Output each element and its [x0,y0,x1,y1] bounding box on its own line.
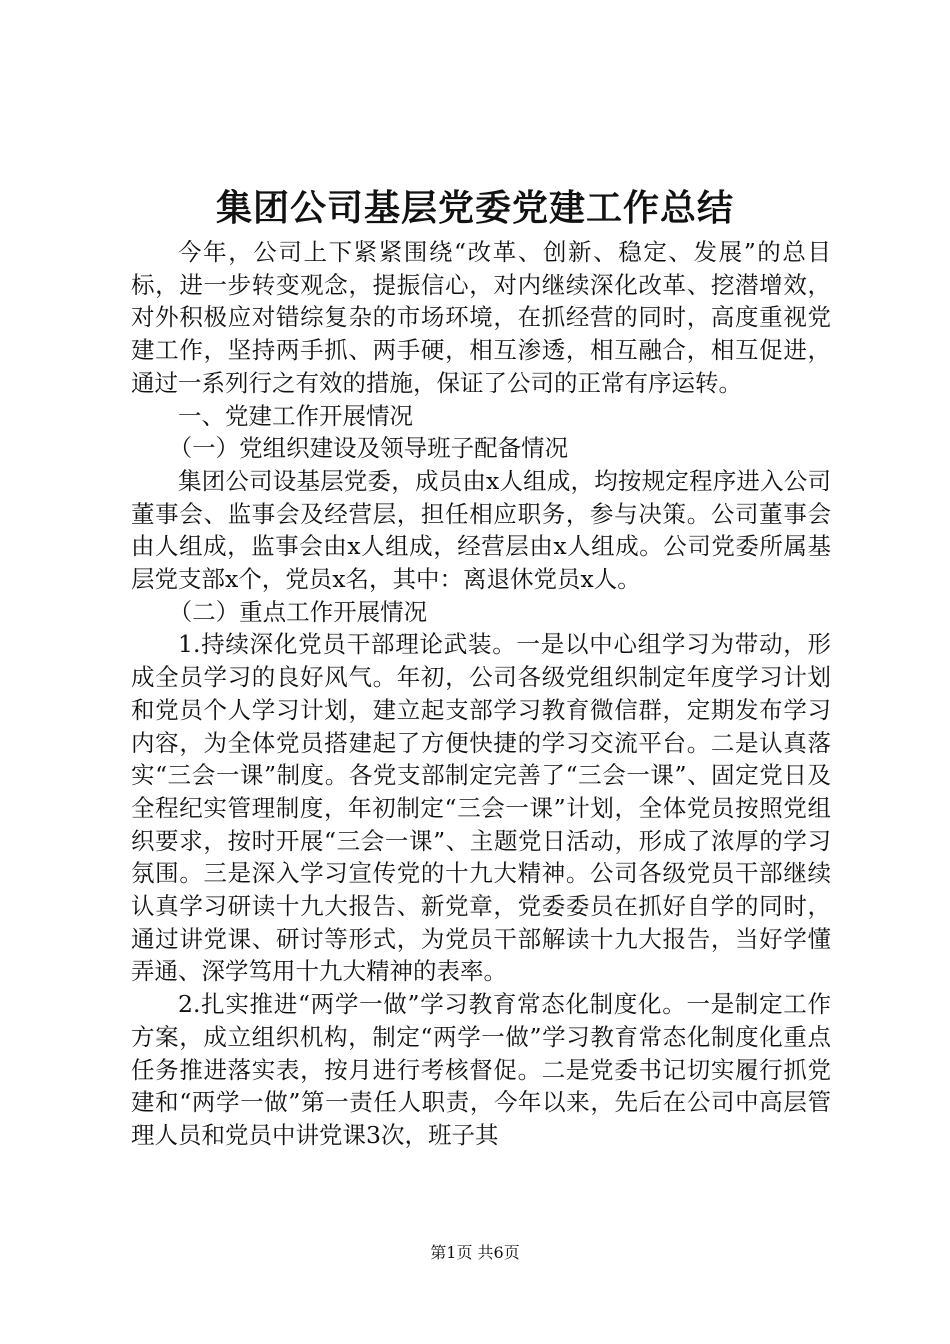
work-item-2-paragraph: 2.扎实推进“两学一做”学习教育常态化制度化。一是制定工作方案，成立组织机构，制定“两学一做”学习教育常态化制度化重点任务推进落实表，按月进行考核督促。二是党委书记切实履行抓党建和“两学一做”第一责任人职责，今年以来，先后在公司中高层管理人员和党员中讲党课3次，班子其 [131,990,831,1149]
section-heading-1: 一、党建工作开展情况 [178,401,413,430]
document-body [131,236,831,1152]
work-item-1-paragraph: 1.持续深化党员干部理论武装。一是以中心组学习为带动，形成全员学习的良好风气。年初，公司各级党组织制定年度学习计划和党员个人学习计划，建立起支部学习教育微信群，定期发布学习内容，为全体党员搭建起了方便快捷的学习交流平台。二是认真落实“三会一课”制度。各党支部制定完善了“三会一课”、固定党日及全程纪实管理制度，年初制定“三会一课”计划，全体党员按照党组织要求，按时开展“三会一课”、主题党日活动，形成了浓厚的学习氛围。三是深入学习宣传党的十九大精神。公司各级党员干部继续认真学习研读十九大报告、新党章，党委委员在抓好自学的同时，通过讲党课、研讨等形式，为党员干部解读十九大报告，当好学懂弄通、深学笃用十九大精神的表率。 [131,630,831,986]
org-paragraph: 集团公司设基层党委，成员由x人组成，均按规定程序进入公司董事会、监事会及经营层，担任相应职务，参与决策。公司董事会由人组成，监事会由x人组成，经营层由x人组成。公司党委所属基层党支部x个，党员x名，其中：离退休党员x人。 [131,466,831,594]
subsection-heading-2: （二）重点工作开展情况 [168,597,428,626]
subsection-heading-1: （一）党组织建设及领导班子配备情况 [168,434,569,463]
intro-paragraph: 今年，公司上下紧紧围绕“改革、创新、稳定、发展”的总目标，进一步转变观念，提振信心，对内继续深化改革、挖潜增效，对外积极应对错综复杂的市场环境，在抓经营的同时，高度重视党建工作，坚持两手抓、两手硬，相互渗透，相互融合，相互促进，通过一系列行之有效的措施，保证了公司的正常有序运转。 [131,238,831,397]
page-number: 第1页 共6页 [430,1243,520,1262]
document-title: 集团公司基层党委党建工作总结 [215,187,734,229]
